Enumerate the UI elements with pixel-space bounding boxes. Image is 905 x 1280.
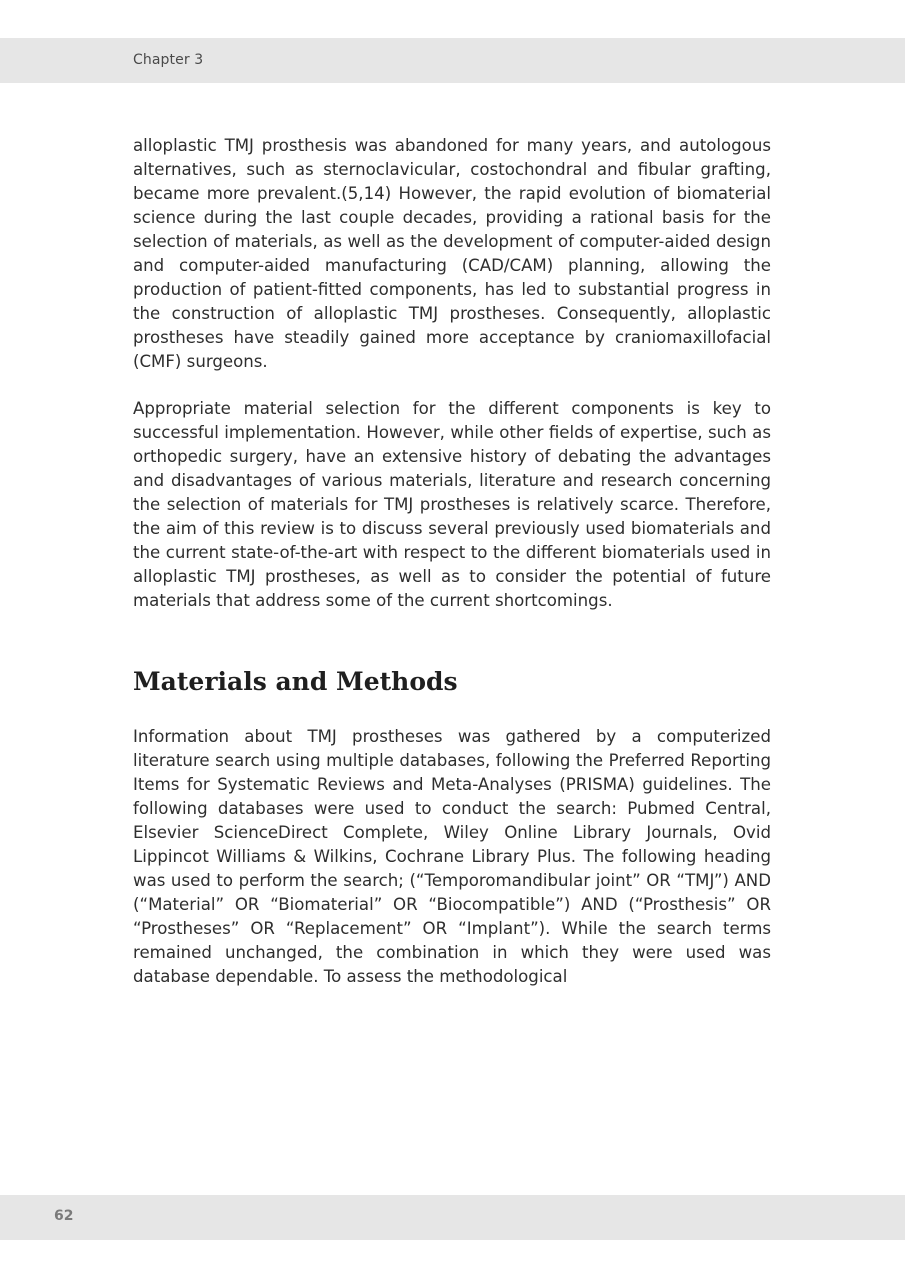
page-body — [133, 134, 771, 989]
section-heading: Materials and Methods — [133, 667, 458, 696]
body-paragraph-1: alloplastic TMJ prosthesis was abandoned for many years, and autologous alternatives, such as sternoclavicular, costochondral and fibular grafting, became more prevalent.(5,14) However, the rapid evolution of biomaterial science during the last couple decades, providing a rational basis for the selection of materials, as well as the development of computer-aided design and computer-aided manufacturing (CAD/CAM) planning, allowing the production of patient-fitted components, has led to substantial progress in the construction of alloplastic TMJ prostheses. Consequently, alloplastic prostheses have steadily gained more acceptance by craniomaxillofacial (CMF) surgeons. — [133, 136, 771, 371]
body-paragraph-2: Appropriate material selection for the different components is key to successful implementation. However, while other fields of expertise, such as orthopedic surgery, have an extensive history of debating the advantages and disadvantages of various materials, literature and research concerning the selection of materials for TMJ prostheses is relatively scarce. Therefore, the aim of this review is to discuss several previously used biomaterials and the current state-of-the-art with respect to the different biomaterials used in alloplastic TMJ prostheses, as well as to consider the potential of future materials that address some of the current shortcomings. — [133, 399, 771, 610]
running-footer — [0, 1195, 905, 1240]
chapter-label: Chapter 3 — [133, 52, 204, 68]
page-number: 62 — [54, 1208, 74, 1224]
body-paragraph-3: Information about TMJ prostheses was gathered by a computerized literature search using multiple databases, following the Preferred Reporting Items for Systematic Reviews and Meta-Analyses (PRISMA) guidelines. The following databases were used to conduct the search: Pubmed Central, Elsevier ScienceDirect Complete, Wiley Online Library Journals, Ovid Lippincot Williams & Wilkins, Cochrane Library Plus. The following heading was used to perform the search; (“Temporomandibular joint” OR “TMJ”) AND (“Material” OR “Biomaterial” OR “Biocompatible”) AND (“Prosthesis” OR “Prostheses” OR “Replacement” OR “Implant”). While the search terms remained unchanged, the combination in which they were used was database dependable. To assess the methodological — [133, 727, 771, 986]
running-header — [0, 38, 905, 83]
